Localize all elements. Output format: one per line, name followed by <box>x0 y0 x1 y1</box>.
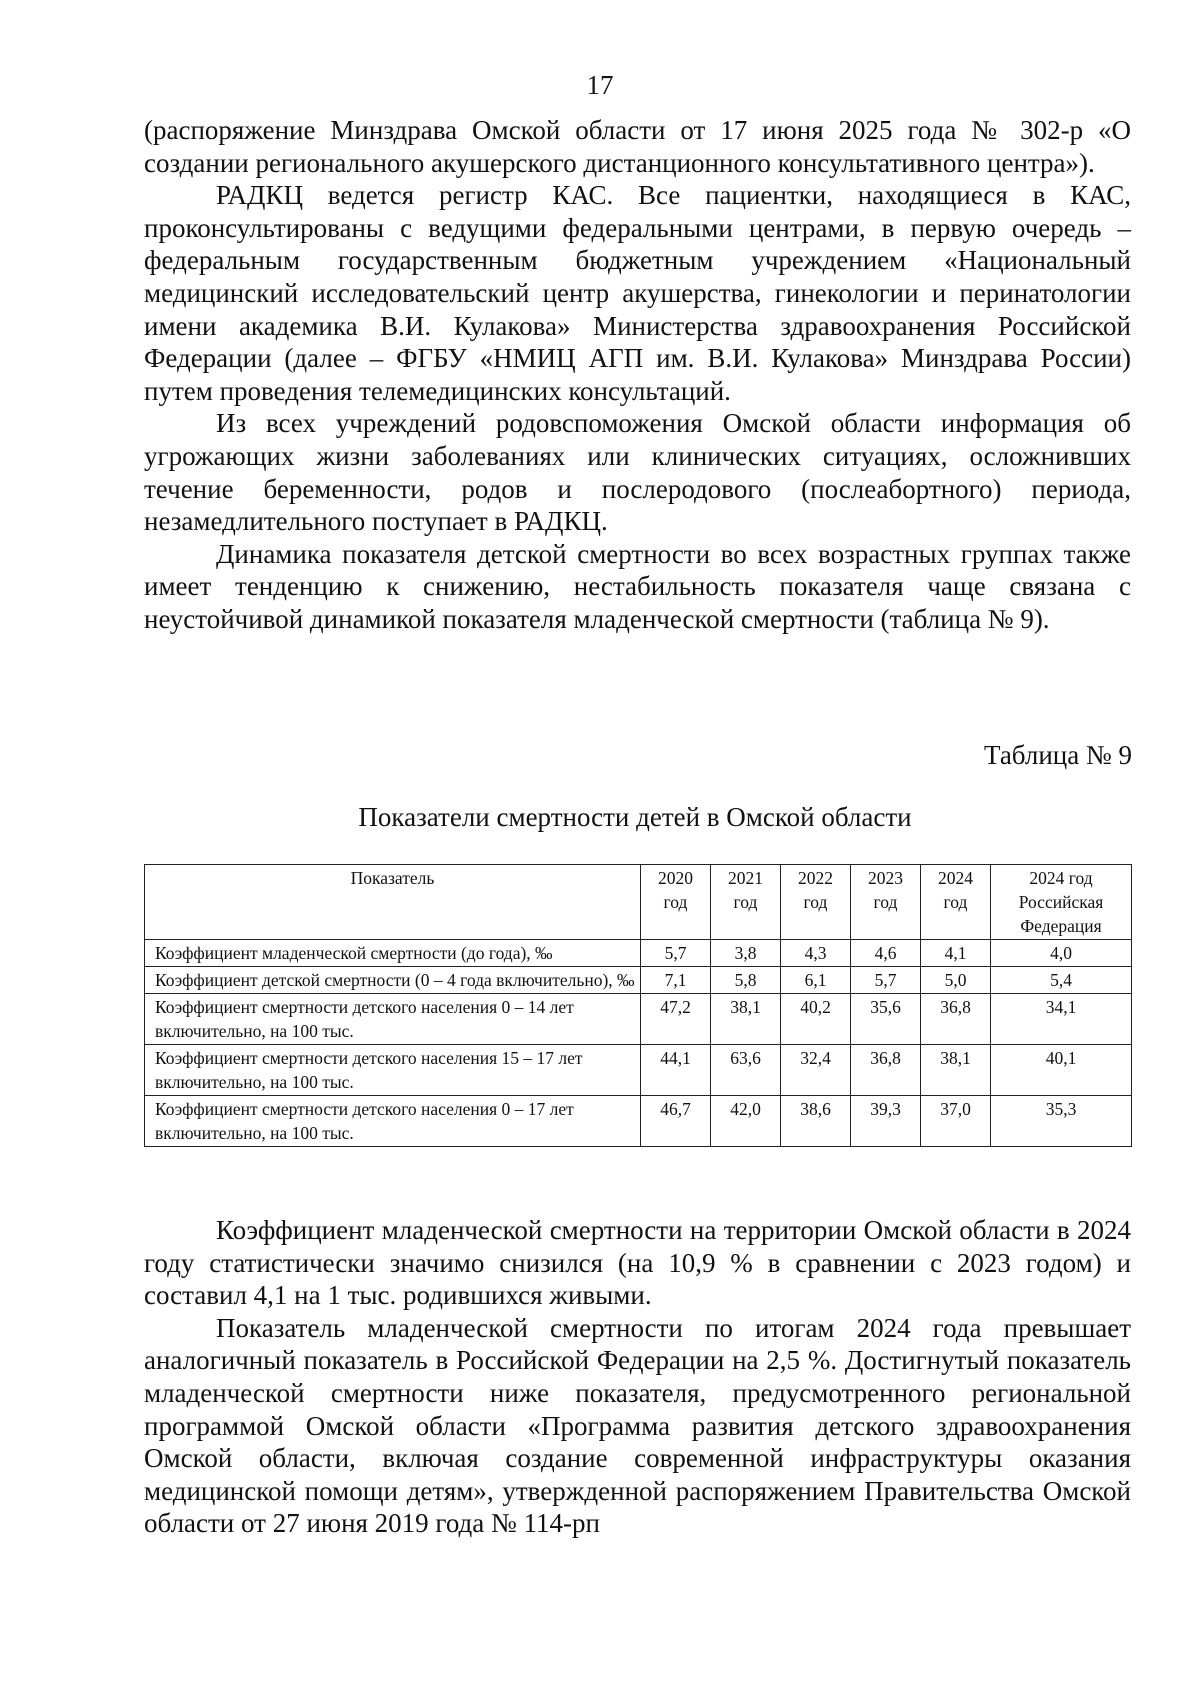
cell-value: 36,8 <box>851 1045 921 1096</box>
body-text-bottom <box>144 1214 1131 1540</box>
header-year: 2022 год <box>781 865 851 940</box>
cell-value: 46,7 <box>641 1096 711 1147</box>
paragraph: (распоряжение Минздрава Омской области от 17 июня 2025 года № 302-р «О создании регионального акушерского дистанционного консультативного центра»). <box>144 115 1131 178</box>
table-row <box>145 1096 1132 1147</box>
cell-value: 32,4 <box>781 1045 851 1096</box>
cell-value: 5,8 <box>711 967 781 994</box>
page-number: 17 <box>586 70 614 100</box>
cell-value: 6,1 <box>781 967 851 994</box>
row-label: Коэффициент детской смертности (0 – 4 года включительно), ‰ <box>145 967 641 994</box>
paragraph: Коэффициент младенческой смертности на территории Омской области в 2024 году статистически значимо снизился (на 10,9 % в сравнении с 2023 годом) и составил 4,1 на 1 тыс. родившихся живыми. <box>144 1215 1131 1311</box>
header-year: 2023 год <box>851 865 921 940</box>
cell-value: 5,4 <box>991 967 1132 994</box>
header-year: 2021 год <box>711 865 781 940</box>
cell-value: 42,0 <box>711 1096 781 1147</box>
paragraph: Из всех учреждений родовспоможения Омской области информация об угрожающих жизни заболеваниях или клинических ситуациях, осложнивших течение беременности, родов и послеродового (послеабортного) периода, незамедлительного поступает в РАДКЦ. <box>144 408 1131 537</box>
header-year: 2024 год <box>921 865 991 940</box>
row-label: Коэффициент смертности детского населения 15 – 17 лет включительно, на 100 тыс. <box>145 1045 641 1096</box>
cell-value: 34,1 <box>991 994 1132 1045</box>
cell-value: 5,0 <box>921 967 991 994</box>
table-row <box>145 940 1132 967</box>
paragraph: РАДКЦ ведется регистр КАС. Все пациентки, находящиеся в КАС, проконсультированы с ведущими федеральными центрами, в первую очередь – федеральным государственным бюджетным учреждением «Национальный медицинский исследовательский центр акушерства, гинекологии и перинатологии имени академика В.И. Кулакова» Министерства здравоохранения Российской Федерации (далее – ФГБУ «НМИЦ АГП им. В.И. Кулакова» Минздрава России) путем проведения телемедицинских консультаций. <box>144 180 1131 406</box>
cell-value: 38,6 <box>781 1096 851 1147</box>
table-caption: Показатели смертности детей в Омской области <box>358 802 912 832</box>
table-row <box>145 1045 1132 1096</box>
row-label: Коэффициент смертности детского населения 0 – 17 лет включительно, на 100 тыс. <box>145 1096 641 1147</box>
paragraph: Показатель младенческой смертности по итогам 2024 года превышает аналогичный показатель в Российской Федерации на 2,5 %. Достигнутый показатель младенческой смертности ниже показателя, предусмотренного региональной программой Омской области «Программа развития детского здравоохранения Омской области, включая создание современной инфраструктуры оказания медицинской помощи детям», утвержденной распоряжением Правительства Омской области от 27 июня 2019 года № 114-рп <box>144 1312 1131 1539</box>
cell-value: 4,1 <box>921 940 991 967</box>
header-indicator: Показатель <box>145 865 641 940</box>
row-label: Коэффициент младенческой смертности (до года), ‰ <box>145 940 641 967</box>
body-text-top <box>144 114 1131 636</box>
cell-value: 5,7 <box>641 940 711 967</box>
cell-value: 4,6 <box>851 940 921 967</box>
table-row <box>145 994 1132 1045</box>
cell-value: 63,6 <box>711 1045 781 1096</box>
cell-value: 36,8 <box>921 994 991 1045</box>
cell-value: 35,6 <box>851 994 921 1045</box>
cell-value: 39,3 <box>851 1096 921 1147</box>
mortality-table <box>144 864 1132 1147</box>
cell-value: 5,7 <box>851 967 921 994</box>
cell-value: 40,2 <box>781 994 851 1045</box>
cell-value: 40,1 <box>991 1045 1132 1096</box>
cell-value: 4,3 <box>781 940 851 967</box>
table-header-row <box>145 865 1132 940</box>
cell-value: 47,2 <box>641 994 711 1045</box>
cell-value: 44,1 <box>641 1045 711 1096</box>
header-rf: 2024 год Российская Федерация <box>991 865 1132 940</box>
table-row <box>145 967 1132 994</box>
cell-value: 38,1 <box>921 1045 991 1096</box>
paragraph: Динамика показателя детской смертности во всех возрастных группах также имеет тенденцию к снижению, нестабильность показателя чаще связана с неустойчивой динамикой показателя младенческой смертности (таблица № 9). <box>144 538 1131 634</box>
header-year: 2020 год <box>641 865 711 940</box>
cell-value: 4,0 <box>991 940 1132 967</box>
cell-value: 38,1 <box>711 994 781 1045</box>
cell-value: 3,8 <box>711 940 781 967</box>
row-label: Коэффициент смертности детского населения 0 – 14 лет включительно, на 100 тыс. <box>145 994 641 1045</box>
cell-value: 35,3 <box>991 1096 1132 1147</box>
cell-value: 7,1 <box>641 967 711 994</box>
cell-value: 37,0 <box>921 1096 991 1147</box>
table-label: Таблица № 9 <box>984 740 1132 770</box>
